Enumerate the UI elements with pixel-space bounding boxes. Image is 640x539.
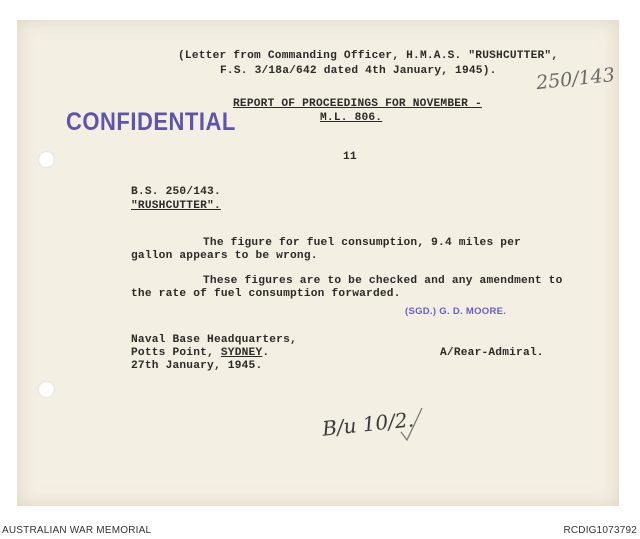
footer-record-id: RCDIG1073792	[563, 525, 637, 536]
footer-archive-name: AUSTRALIAN WAR MEMORIAL	[2, 525, 152, 536]
paragraph-1-line-1: The figure for fuel consumption, 9.4 miles per	[203, 237, 522, 249]
sender-address-line-2: Potts Point, SYDNEY.	[131, 347, 270, 359]
sender-address-line-1: Naval Base Headquarters,	[131, 334, 297, 346]
addressee: "RUSHCUTTER".	[131, 200, 221, 212]
signature-stamp: (SGD.) G. D. MOORE.	[405, 306, 507, 317]
handwritten-file-number: 250/143	[535, 63, 616, 95]
handwritten-initials: B/u 10/2.	[320, 407, 415, 441]
punch-hole	[38, 381, 55, 398]
document-page	[17, 20, 619, 506]
subject-line-1: REPORT OF PROCEEDINGS FOR NOVEMBER -	[233, 98, 482, 110]
paragraph-2-line-1: These figures are to be checked and any amendment to	[203, 275, 563, 287]
paragraph-2-line-2: the rate of fuel consumption forwarded.	[131, 288, 401, 300]
paragraph-1-line-2: gallon appears to be wrong.	[131, 250, 318, 262]
punch-hole	[38, 151, 55, 168]
check-mark-icon	[398, 404, 426, 444]
letter-date: 27th January, 1945.	[131, 360, 263, 372]
subject-line-2: M.L. 806.	[320, 112, 383, 124]
reference-line-1: (Letter from Commanding Officer, H.M.A.S. "RUSHCUTTER",	[178, 50, 559, 62]
file-reference: B.S. 250/143.	[131, 186, 221, 198]
page-number: 11	[343, 151, 357, 163]
confidential-stamp: CONFIDENTIAL	[66, 107, 236, 136]
reference-line-2: F.S. 3/18a/642 dated 4th January, 1945).	[220, 65, 497, 77]
signatory-title: A/Rear-Admiral.	[440, 347, 544, 359]
